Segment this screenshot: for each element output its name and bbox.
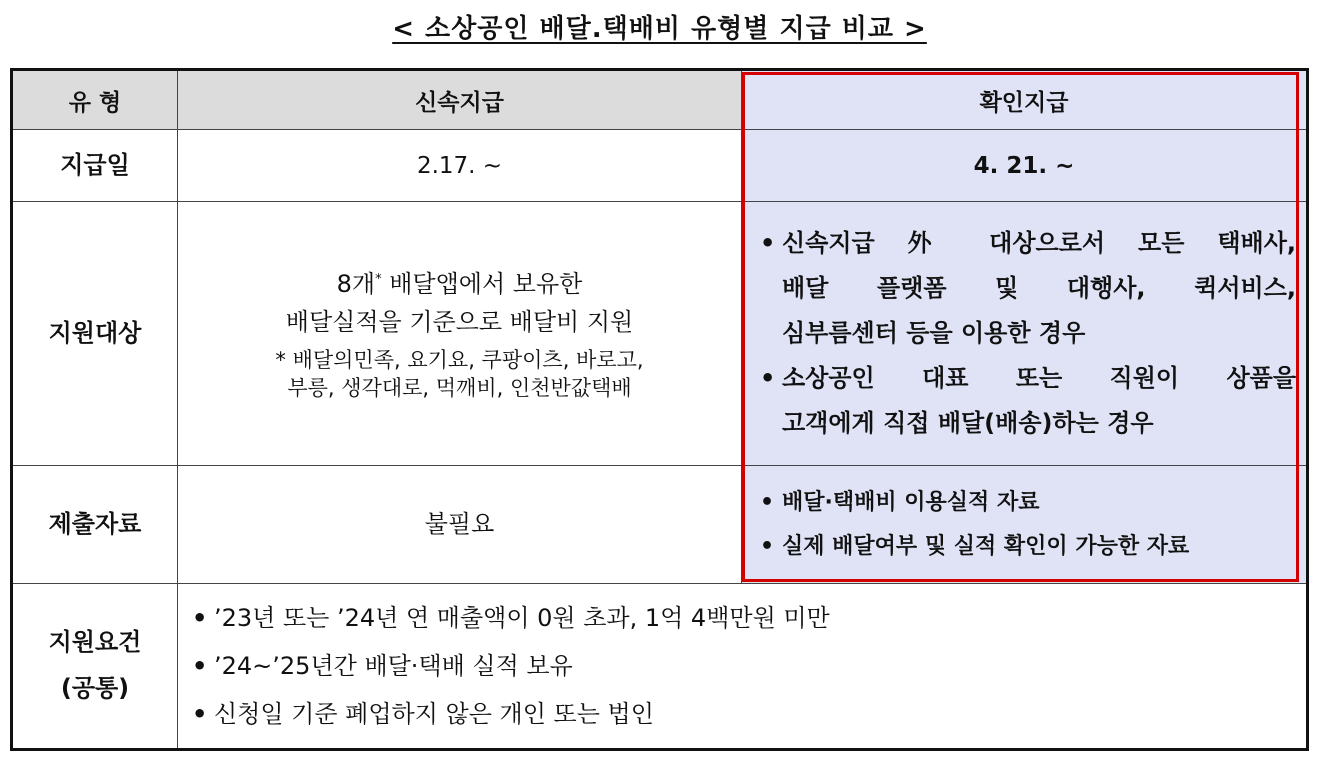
- page-title: [0, 8, 1319, 45]
- table-header-row: [12, 70, 1308, 130]
- header-type: 유 형: [12, 70, 178, 130]
- quick-target-count: 8개: [336, 269, 376, 298]
- bullet-icon: •: [760, 229, 776, 257]
- bullet-icon: •: [192, 604, 208, 632]
- footnote-mark: *: [375, 271, 382, 287]
- bullet-icon: •: [760, 533, 775, 559]
- list-item-text: 배달·택배비 이용실적 자료: [782, 489, 1040, 515]
- confirm-documents-list: [742, 481, 1306, 569]
- list-item-text: 배달 플랫폼 및 대행사, 퀵서비스,: [782, 274, 1296, 302]
- requirements-list: [178, 594, 1306, 738]
- list-item-text: 실제 배달여부 및 실적 확인이 가능한 자료: [782, 533, 1190, 559]
- list-item-continued: [760, 401, 1296, 446]
- quick-target-line2: 배달실적을 기준으로 배달비 지원: [285, 308, 634, 337]
- bullet-icon: •: [192, 652, 208, 680]
- list-item-continued: [760, 311, 1296, 356]
- confirm-documents-cell: [742, 466, 1308, 584]
- comparison-table: [10, 68, 1309, 751]
- list-item-continued: [760, 266, 1296, 311]
- label-requirements-line2: (공통): [60, 674, 130, 702]
- bullet-icon: •: [760, 364, 776, 392]
- row-requirements: [12, 584, 1308, 750]
- list-item: [760, 525, 1296, 569]
- label-target: 지원대상: [12, 202, 178, 466]
- header-quick-payment: 신속지급: [178, 70, 742, 130]
- list-item: [760, 356, 1296, 401]
- quick-target-line1: [178, 265, 741, 303]
- bullet-icon: •: [192, 700, 208, 728]
- list-item: [760, 481, 1296, 525]
- list-item: [192, 594, 1296, 642]
- quick-target-text: 배달앱에서 보유한: [381, 269, 583, 298]
- quick-target-note1: * 배달의민족, 요기요, 쿠팡이츠, 바로고,: [275, 347, 644, 372]
- label-pay-date: 지급일: [12, 130, 178, 202]
- quick-documents: 불필요: [178, 466, 742, 584]
- page-title-text: < 소상공인 배달.택배비 유형별 지급 비교 >: [392, 14, 927, 44]
- bullet-icon: •: [760, 489, 775, 515]
- label-requirements: [12, 584, 178, 750]
- label-documents: 제출자료: [12, 466, 178, 584]
- confirm-target-cell: [742, 202, 1308, 466]
- row-pay-date: [12, 130, 1308, 202]
- list-item-text: 소상공인 대표 또는 직원이 상품을: [782, 364, 1296, 392]
- requirements-cell: [178, 584, 1308, 750]
- quick-target-cell: [178, 202, 742, 466]
- confirm-target-list: [742, 221, 1306, 446]
- list-item: [192, 642, 1296, 690]
- header-confirm-payment: 확인지급: [742, 70, 1308, 130]
- row-documents: [12, 466, 1308, 584]
- list-item: [192, 690, 1296, 738]
- list-item-text: ’24~’25년간 배달·택배 실적 보유: [214, 652, 573, 680]
- list-item-text: 신청일 기준 폐업하지 않은 개인 또는 법인: [214, 700, 654, 728]
- row-target: [12, 202, 1308, 466]
- quick-target-note2: 부릉, 생각대로, 먹깨비, 인천반값택배: [287, 375, 632, 400]
- list-item-text: 고객에게 직접 배달(배송)하는 경우: [782, 409, 1154, 437]
- label-requirements-line1: 지원요건: [48, 628, 142, 657]
- list-item: [760, 221, 1296, 266]
- list-item-text: 심부름센터 등을 이용한 경우: [782, 319, 1086, 347]
- quick-pay-date: 2.17. ~: [178, 130, 742, 202]
- list-item-text: 신속지급 外 대상으로서 모든 택배사,: [782, 229, 1296, 257]
- list-item-text: ’23년 또는 ’24년 연 매출액이 0원 초과, 1억 4백만원 미만: [214, 604, 830, 632]
- confirm-pay-date: 4. 21. ~: [742, 130, 1308, 202]
